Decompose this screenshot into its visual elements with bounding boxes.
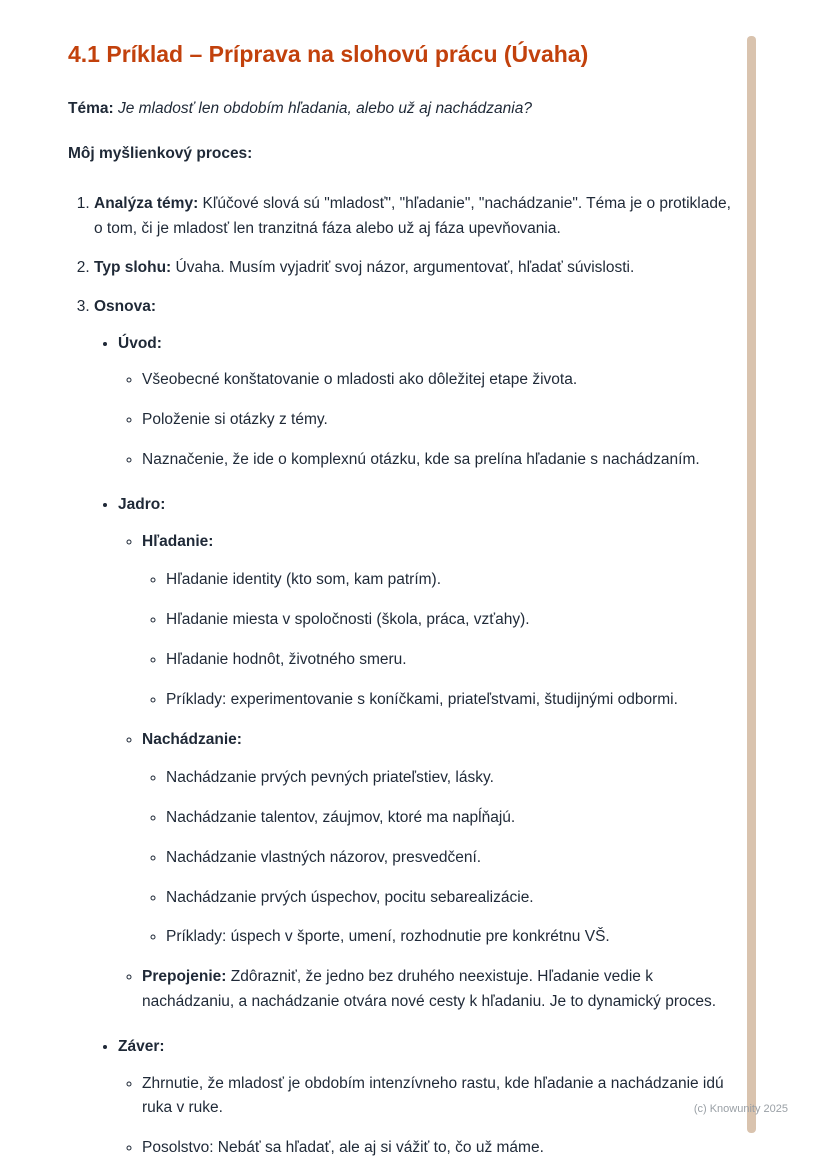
list-item (142, 1072, 736, 1122)
item-label: Nachádzanie: (142, 730, 242, 748)
item-label: Záver: (118, 1037, 165, 1055)
item-text: Nachádzanie prvých úspechov, pocitu sebarealizácie. (166, 888, 534, 906)
list-item (166, 608, 736, 633)
item-text: Kľúčové slová sú "mladosť", "hľadanie", "nachádzanie". Téma je o protiklade, o tom, či je mladosť len tranzitná fáza alebo už aj fáza upevňovania. (94, 195, 731, 238)
list-item-typ (94, 256, 736, 281)
list-item (166, 568, 736, 593)
list-item-jadro (118, 493, 736, 1015)
item-text: Naznačenie, že ide o komplexnú otázku, kde sa prelína hľadanie s nachádzaním. (142, 450, 700, 468)
list-item (166, 846, 736, 871)
list-item-nachadzanie (142, 728, 736, 951)
list-item (166, 766, 736, 791)
list-item (142, 408, 736, 433)
list-item (166, 806, 736, 831)
topic-text: Je mladosť len obdobím hľadania, alebo už aj nachádzania? (117, 99, 532, 117)
list-item-uvod (118, 332, 736, 473)
list-item (166, 886, 736, 911)
zaver-sublist (118, 1072, 736, 1161)
list-item-analyza (94, 192, 736, 242)
osnova-sublist (94, 332, 736, 1162)
item-label: Typ slohu: (94, 258, 172, 276)
uvod-sublist (118, 368, 736, 472)
item-text: Hľadanie identity (kto som, kam patrím). (166, 571, 442, 589)
jadro-sublist (118, 530, 736, 1015)
page-edge-decoration-bar (747, 36, 756, 1133)
item-text: Posolstvo: Nebáť sa hľadať, ale aj si vážiť to, čo už máme. (142, 1139, 544, 1157)
item-text: Položenie si otázky z témy. (142, 411, 328, 429)
list-item-hladanie (142, 530, 736, 713)
list-item (166, 648, 736, 673)
item-label: Jadro: (118, 495, 166, 513)
item-label: Prepojenie: (142, 968, 227, 986)
document-content (68, 40, 736, 1171)
outline-list (68, 192, 736, 1161)
item-text: Príklady: experimentovanie s koníčkami, priateľstvami, študijnými odbormi. (166, 690, 678, 708)
list-item (142, 368, 736, 393)
topic-label: Téma: (68, 99, 114, 117)
list-item-osnova (94, 295, 736, 1161)
nachadzanie-sublist (142, 766, 736, 950)
item-label: Hľadanie: (142, 532, 214, 550)
list-item (142, 448, 736, 473)
item-label: Úvod: (118, 334, 162, 352)
item-text: Nachádzanie vlastných názorov, presvedčení. (166, 848, 482, 866)
item-label: Analýza témy: (94, 195, 199, 213)
hladanie-sublist (142, 568, 736, 712)
list-item (166, 688, 736, 713)
item-text: Príklady: úspech v športe, umení, rozhodnutie pre konkrétnu VŠ. (166, 928, 610, 946)
item-text: Úvaha. Musím vyjadriť svoj názor, argumentovať, hľadať súvislosti. (175, 258, 635, 276)
list-item-prepojenie (142, 965, 736, 1015)
topic-line (68, 97, 736, 122)
item-text: Hľadanie hodnôt, životného smeru. (166, 650, 407, 668)
item-text: Nachádzanie talentov, záujmov, ktoré ma napĺňajú. (166, 809, 516, 827)
item-text: Zhrnutie, že mladosť je obdobím intenzívneho rastu, kde hľadanie a nachádzanie idú ruka v ruke. (142, 1074, 724, 1117)
item-text: Zdôrazniť, že jedno bez druhého neexistuje. Hľadanie vedie k nachádzaniu, a nachádzanie otvára nové cesty k hľadaniu. Je to dynamický proces. (142, 968, 717, 1011)
item-text: Hľadanie miesta v spoločnosti (škola, práca, vzťahy). (166, 611, 530, 629)
list-item (142, 1136, 736, 1161)
copyright-text: (c) Knowunity 2025 (693, 1103, 788, 1115)
item-text: Všeobecné konštatovanie o mladosti ako dôležitej etape života. (142, 371, 578, 389)
list-item-zaver (118, 1035, 736, 1161)
section-heading: 4.1 Príklad – Príprava na slohovú prácu (Úvaha) (68, 41, 589, 67)
item-text: Nachádzanie prvých pevných priateľstiev, lásky. (166, 769, 494, 787)
item-label: Osnova: (94, 297, 157, 315)
list-item (166, 925, 736, 950)
process-label: Môj myšlienkový proces: (68, 144, 253, 162)
